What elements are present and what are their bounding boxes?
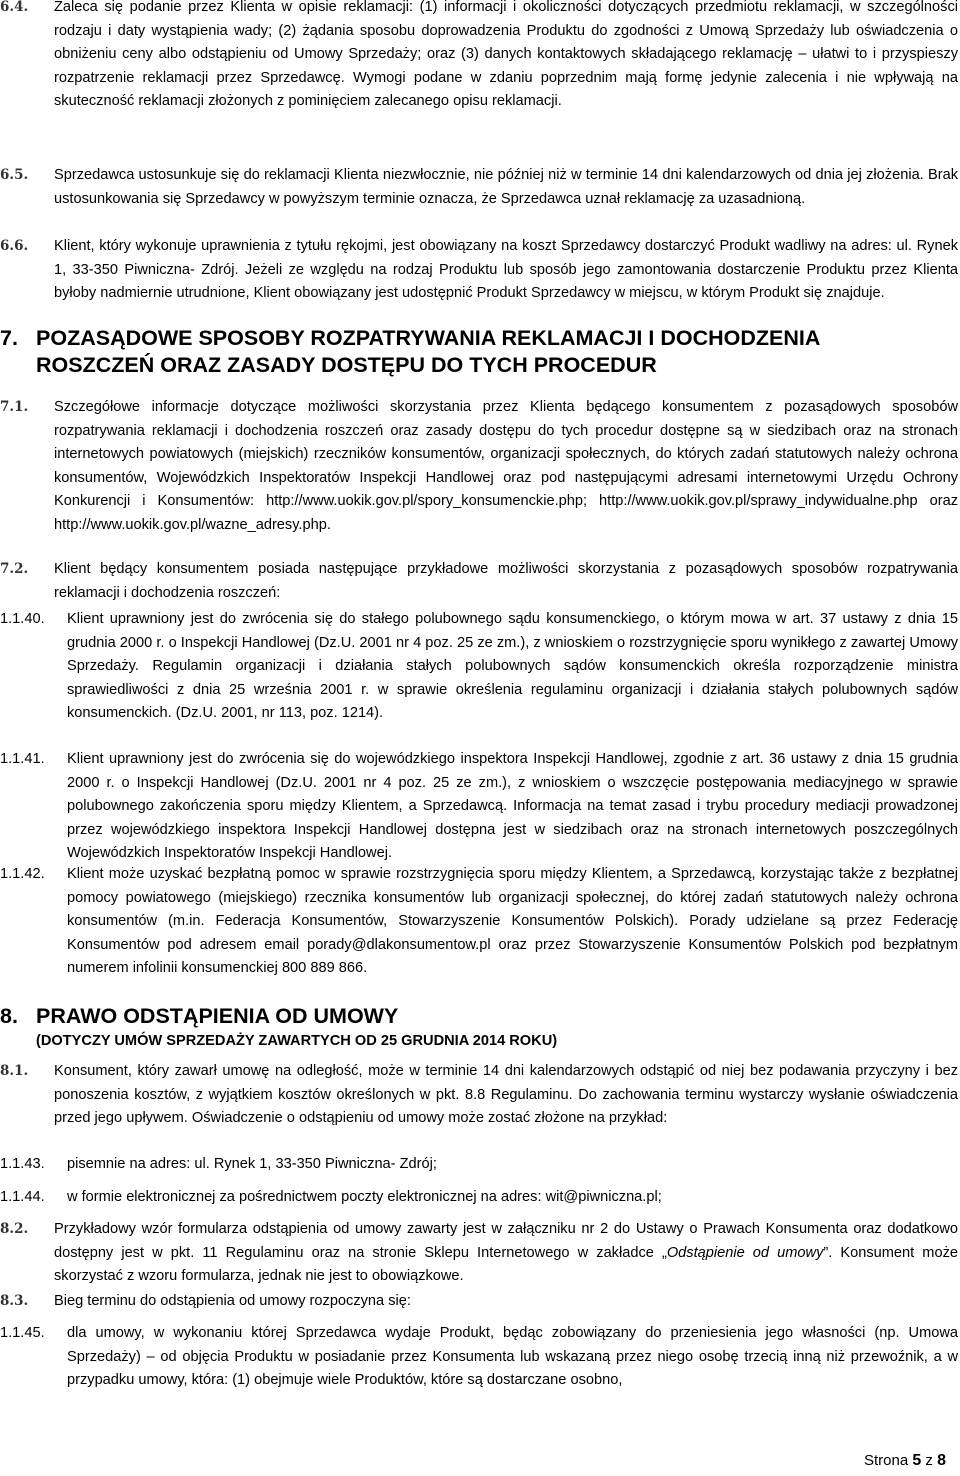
paragraph-number: 1.1.40.: [0, 611, 45, 627]
paragraph-text: Bieg terminu do odstąpienia od umowy rozpoczyna się:: [54, 1293, 411, 1309]
paragraph-8-1: [0, 1060, 960, 1131]
section-8-heading: [0, 1003, 960, 1030]
paragraph-text: w formie elektronicznej za pośrednictwem poczty elektronicznej na adres: wit@piwniczna.pl;: [67, 1189, 662, 1205]
section-7-heading: [0, 325, 960, 379]
paragraph-number: 6.5.: [0, 167, 29, 183]
paragraph-text: dla umowy, w wykonaniu której Sprzedawca wydaje Produkt, będąc zobowiązany do przeniesienia jego własności (np. Umowa Sprzedaży) – od objęcia Produktu w posiadanie przez Konsumenta lub wskazaną przez niego osobę trzecią inną niż przewoźnik, a w przypadku umowy, która: (1) obejmuje wiele Produktów, które są dostarczane osobno,: [67, 1325, 958, 1389]
paragraph-text: Szczegółowe informacje dotyczące możliwości skorzystania przez Klienta będącego konsumentem z pozasądowych sposobów rozpatrywania reklamacji i dochodzenia roszczeń oraz zasady dostępu do tych procedur dostępne są w siedzibach oraz na stronach internetowych powiatowych (miejskich) rzeczników konsumentów, organizacji społecznych, do których zadań statutowych należy ochrona konsumentów, Wojewódzkich Inspektoratów Inspekcji Handlowej oraz pod następującymi adresami internetowymi Urzędu Ochrony Konkurencji i Konsumentów: http://www.uokik.gov.pl/spory_konsumenckie.php; http://www.uokik.gov.pl/sprawy_indywidualne.php oraz http://www.uokik.gov.pl/wazne_adresy.php.: [54, 399, 958, 533]
paragraph-text-a: Przykładowy wzór formularza odstąpienia od umowy zawarty jest w załączniku nr 2 do Ustawy o Prawach Konsumenta oraz dodatkowo dostępny jest w pkt. 11 Regulaminu oraz na stronie Sklepu Internetowego w zakładce „: [54, 1221, 958, 1261]
paragraph-number: 1.1.44.: [0, 1189, 45, 1205]
section-number: 7.: [0, 326, 18, 350]
page-footer: [864, 1452, 946, 1470]
paragraph-text-b: ”. Konsument może skorzystać z wzoru formularza, jednak nie jest to obowiązkowe.: [54, 1244, 958, 1285]
paragraph-number: 7.2.: [0, 561, 29, 577]
paragraph-number: 1.1.42.: [0, 866, 45, 882]
paragraph-1-1-45: [0, 1322, 960, 1393]
paragraph-1-1-42: [0, 863, 960, 981]
footer-label: Strona: [863, 1452, 909, 1469]
paragraph-text: Klient może uzyskać bezpłatną pomoc w sprawie rozstrzygnięcia sporu między Klientem, a Sprzedawcą, korzystając także z bezpłatnej pomocy powiatowego (miejskiego) rzecznika konsumentów lub organizacji społecznej, do której zadań statutowych należy ochrona konsumentów (m.in. Federacja Konsumentów, Stowarzyszenie Konsumentów Polskich). Porady udzielane są przez Federację Konsumentów pod adresem email porady@dlakonsumentow.pl oraz przez Stowarzyszenie Konsumentów Polskich pod bezpłatnym numerem infolinii konsumenckiej 800 889 866.: [67, 866, 958, 977]
paragraph-number: 6.6.: [0, 238, 29, 254]
paragraph-text: Sprzedawca ustosunkuje się do reklamacji Klienta niezwłocznie, nie później niż w terminie 14 dni kalendarzowych od dnia jej złożenia. Brak ustosunkowania się Sprzedawcy w powyższym terminie oznacza, że Sprzedawca uznał reklamację za uzasadnioną.: [54, 167, 958, 207]
section-title-line-1: POZASĄDOWE SPOSOBY ROZPATRYWANIA REKLAMACJI I DOCHODZENIA: [36, 326, 821, 350]
paragraph-number: 1.1.45.: [0, 1325, 45, 1341]
paragraph-text: Konsument, który zawarł umowę na odległość, może w terminie 14 dni kalendarzowych odstąpić od niej bez podawania przyczyny i bez ponoszenia kosztów, z wyjątkiem kosztów określonych w pkt. 8.8 Regulaminu. Do zachowania terminu wystarczy wysłanie oświadczenia przed jego upływem. Oświadczenie o odstąpieniu od umowy może zostać złożone na przykład:: [54, 1063, 958, 1127]
paragraph-8-2: [0, 1218, 960, 1289]
paragraph-text: Klient uprawniony jest do zwrócenia się do stałego polubownego sądu konsumenckiego, o którym mowa w art. 37 ustawy z dnia 15 grudnia 2000 r. o Inspekcji Handlowej (Dz.U. 2001 nr 4 poz. 25 ze zm.), z wnioskiem o rozstrzygnięcie sporu wynikłego z zawartej Umowy Sprzedaży. Regulamin organizacji i działania stałych polubownych sądów konsumenckich określa rozporządzenie ministra sprawiedliwości z dnia 25 września 2001 r. w sprawie określenia regulaminu organizacji i działania stałych polubownych sądów konsumenckich. (Dz.U. 2001, nr 113, poz. 1214).: [67, 611, 958, 722]
paragraph-1-1-40: [0, 608, 960, 726]
paragraph-number: 7.1.: [0, 399, 29, 415]
section-title: PRAWO ODSTĄPIENIA OD UMOWY: [36, 1004, 399, 1028]
paragraph-1-1-44: [0, 1186, 960, 1210]
section-title-line-2: ROSZCZEŃ ORAZ ZASADY DOSTĘPU DO TYCH PROCEDUR: [36, 353, 657, 377]
paragraph-number: 6.4.: [0, 0, 29, 15]
paragraph-7-2: [0, 558, 960, 605]
section-8-subtitle: (DOTYCZY UMÓW SPRZEDAŻY ZAWARTYCH OD 25 GRUDNIA 2014 ROKU): [36, 1033, 558, 1049]
paragraph-6-6: [0, 235, 960, 306]
paragraph-8-3: [0, 1290, 960, 1314]
footer-total-pages: 8: [937, 1452, 946, 1469]
footer-separator: z: [925, 1452, 933, 1469]
paragraph-text: pisemnie na adres: ul. Rynek 1, 33-350 Piwniczna- Zdrój;: [67, 1156, 437, 1172]
paragraph-7-1: [0, 396, 960, 538]
paragraph-text: Klient, który wykonuje uprawnienia z tytułu rękojmi, jest obowiązany na koszt Sprzedawcy dostarczyć Produkt wadliwy na adres: ul. Rynek 1, 33-350 Piwniczna- Zdrój. Jeżeli ze względu na rodzaj Produktu lub sposób jego zamontowania dostarczenie Produktu przez Klienta byłoby nadmiernie utrudnione, Klient obowiązany jest udostępnić Produkt Sprzedawcy w miejscu, w którym Produkt się znajduje.: [54, 238, 958, 302]
paragraph-number: 8.2.: [0, 1221, 29, 1237]
paragraph-number: 8.1.: [0, 1063, 29, 1079]
paragraph-text: Zalecа się podanie przez Klienta w opisie reklamacji: (1) informacji i okoliczności dotyczących przedmiotu reklamacji, w szczególności rodzaju i daty wystąpienia wady; (2) żądania sposobu doprowadzenia Produktu do zgodności z Umową Sprzedaży lub oświadczenia o obniżeniu ceny albo odstąpieniu od Umowy Sprzedaży; oraz (3) danych kontaktowych składającego reklamację – ułatwi to i przyspieszy rozpatrzenie reklamacji przez Sprzedawcę. Wymogi podane w zdaniu poprzednim mają formę jedynie zalecenia i nie wpływają na skuteczność reklamacji złożonych z pominięciem zalecanego opisu reklamacji.: [54, 0, 958, 110]
paragraph-text: Klient będący konsumentem posiada następujące przykładowe możliwości skorzystania z pozasądowych sposobów rozpatrywania reklamacji i dochodzenia roszczeń:: [54, 561, 958, 601]
paragraph-1-1-41: [0, 748, 960, 866]
paragraph-number: 1.1.41.: [0, 751, 45, 767]
footer-page-number: 5: [912, 1452, 922, 1469]
paragraph-1-1-43: [0, 1153, 960, 1177]
paragraph-6-5: [0, 164, 960, 211]
section-number: 8.: [0, 1004, 18, 1028]
paragraph-text: Klient uprawniony jest do zwrócenia się do wojewódzkiego inspektora Inspekcji Handlowej, zgodnie z art. 36 ustawy z dnia 15 grudnia 2000 r. o Inspekcji Handlowej (Dz.U. 2001 nr 4 poz. 25 ze zm.), z wnioskiem o wszczęcie postępowania mediacyjnego w sprawie polubownego zakończenia sporu między Klientem, a Sprzedawcą. Informacja na temat zasad i trybu procedury mediacji prowadzonej przez wojewódzkiego inspektora Inspekcji Handlowej dostępna jest w siedzibach oraz na stronach internetowych poszczególnych Wojewódzkich Inspektoratów Inspekcji Handlowej.: [67, 751, 958, 862]
paragraph-number: 8.3.: [0, 1293, 29, 1309]
paragraph-text-emphasis: Odstąpienie od umowy: [666, 1244, 824, 1261]
paragraph-number: 1.1.43.: [0, 1156, 45, 1172]
paragraph-6-4: [0, 0, 960, 114]
